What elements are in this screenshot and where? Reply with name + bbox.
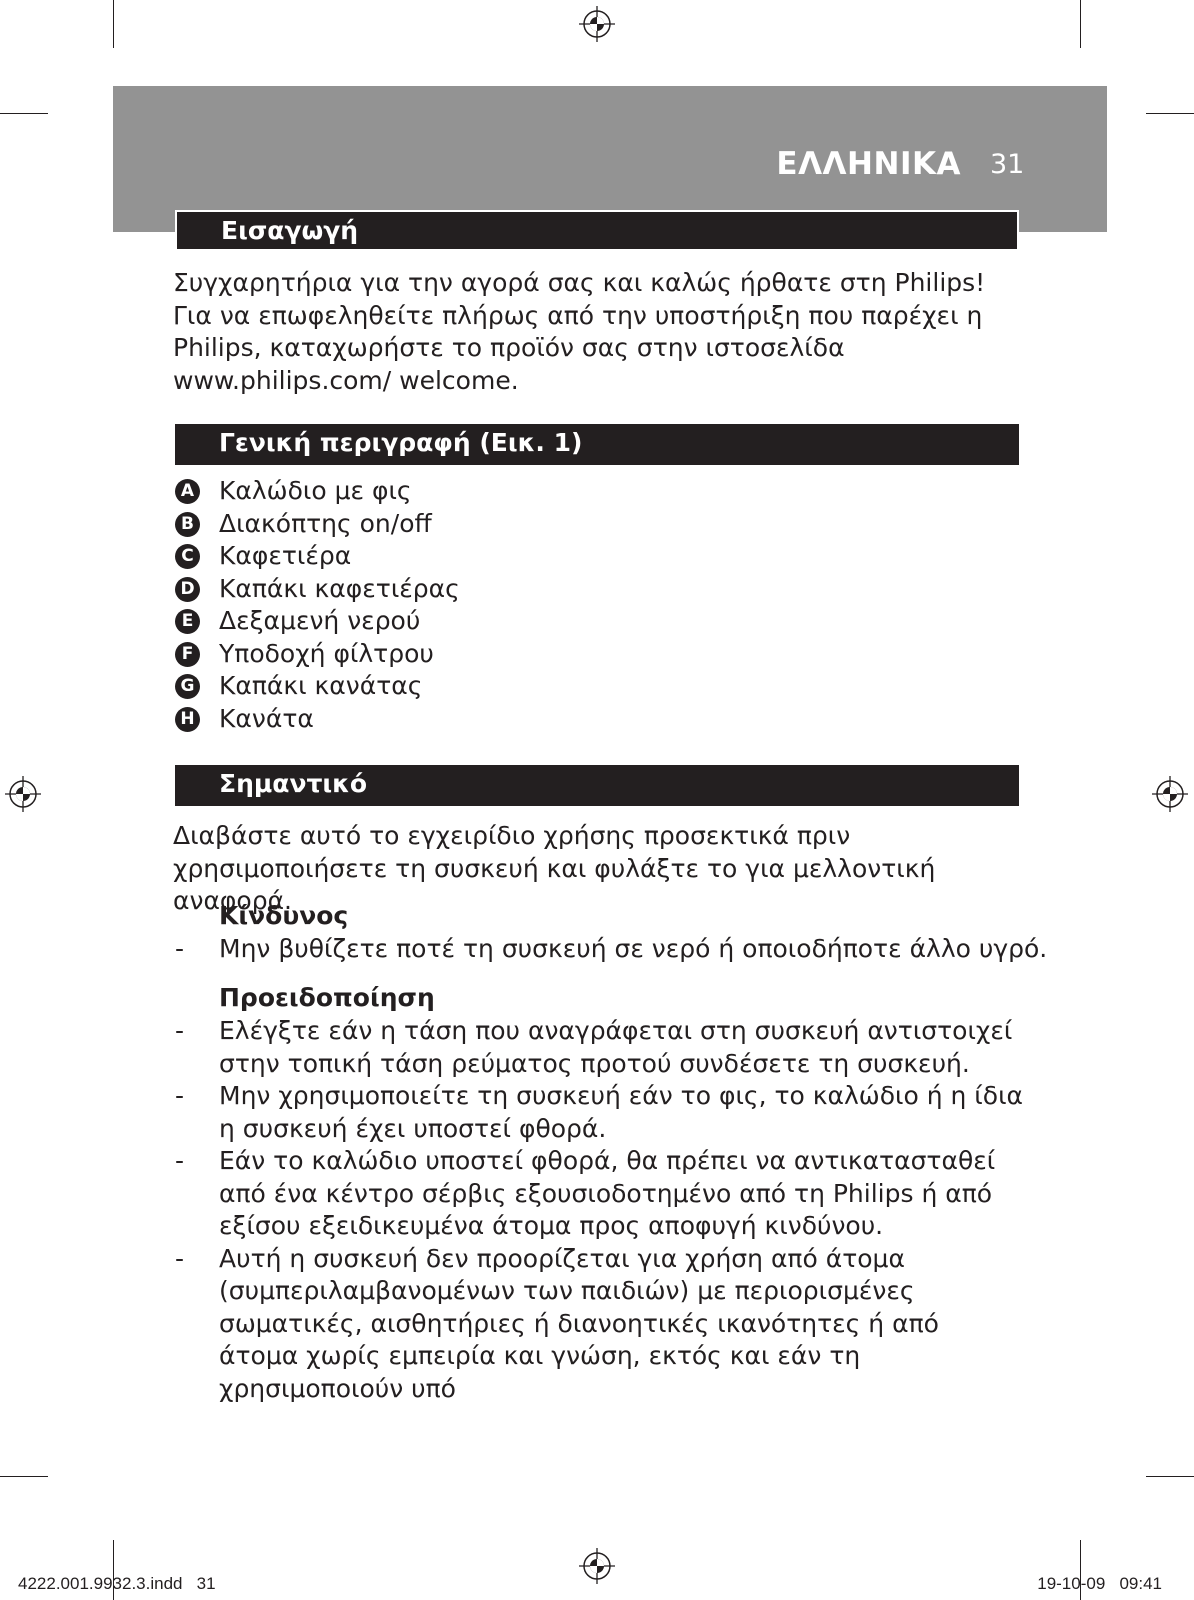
warning-text: Εάν το καλώδιο υποστεί φθορά, θα πρέπει να αντικατασταθεί από ένα κέντρο σέρβις εξουσιοδοτημένο από τη Philips ή από εξίσου εξειδικευμένα άτομα προς αποφυγή κινδύνου.: [219, 1146, 996, 1240]
danger-text: Μην βυθίζετε ποτέ τη συσκευή σε νερό ή οποιοδήποτε άλλο υγρό.: [219, 934, 1048, 963]
dash-marker: -: [175, 1081, 185, 1110]
part-label: Καφετιέρα: [219, 541, 352, 570]
registration-mark-icon: [579, 1548, 615, 1584]
letter-badge: C: [175, 544, 200, 569]
footer-date-info: 19-10-09 09:41: [1037, 1574, 1162, 1593]
letter-badge: E: [175, 609, 200, 634]
intro-paragraph: Συγχαρητήρια για την αγορά σας και καλώς ήρθατε στη Philips! Για να επωφεληθείτε πλήρως από την υποστήριξη που παρέχει η Philips, καταχωρήστε το προϊόν σας στην ιστοσελίδα www.philips.com/ welcome.: [173, 268, 986, 395]
warning-heading: Προειδοποίηση: [219, 983, 435, 1012]
warning-text: Αυτή η συσκευή δεν προορίζεται για χρήση από άτομα (συμπεριλαμβανομένων των παιδιών) με περιορισμένες σωματικές, αισθητήριες ή διανοητικές ικανότητες ή από άτομα χωρίς εμπειρία και γνώση, εκτός και εάν τη χρησιμοποιούν υπό: [219, 1243, 939, 1403]
warning-text: Μην χρησιμοποιείτε τη συσκευή εάν το φις, το καλώδιο ή η ίδια η συσκευή έχει υποστεί φθορά.: [219, 1081, 1024, 1143]
section-bar-intro: [175, 210, 1019, 251]
section-title: Γενική περιγραφή (Εικ. 1): [219, 428, 583, 457]
part-label: Διακόπτης on/off: [219, 508, 432, 538]
list-item: [175, 1015, 1025, 1080]
page-number: 31: [990, 149, 1025, 180]
list-item: [175, 1080, 1025, 1145]
section-title: Εισαγωγή: [221, 216, 359, 245]
section-bar-general: [175, 424, 1019, 465]
list-item: [175, 933, 1055, 966]
part-label: Κανάτα: [219, 703, 314, 733]
part-label: Καλώδιο με φις: [219, 476, 412, 505]
list-item: [175, 1243, 1025, 1406]
warning-text: Ελέγξτε εάν η τάση που αναγράφεται στη συσκευή αντιστοιχεί στην τοπική τάση ρεύματος προτού συνδέσετε τη συσκευή.: [219, 1016, 1013, 1078]
danger-list: [175, 933, 1055, 966]
part-label: Υποδοχή φίλτρου: [219, 638, 434, 668]
crop-mark: [113, 0, 114, 48]
crop-mark: [1146, 113, 1194, 114]
crop-mark: [1146, 1476, 1194, 1477]
list-item: [175, 1145, 1025, 1243]
letter-badge: F: [175, 642, 200, 667]
dash-marker: -: [175, 934, 185, 963]
letter-badge: B: [175, 512, 200, 537]
letter-badge: D: [175, 577, 200, 602]
section-title: Σημαντικό: [219, 769, 368, 798]
part-label: Καπάκι καφετιέρας: [219, 573, 460, 603]
section-bar-important: [175, 765, 1019, 806]
letter-badge: G: [175, 674, 200, 699]
footer-file-info: 4222.001.9932.3.indd 31: [18, 1574, 216, 1593]
crop-mark: [0, 113, 48, 114]
registration-mark-icon: [579, 6, 615, 42]
registration-mark-icon: [5, 776, 41, 812]
dash-marker: -: [175, 1146, 185, 1175]
important-paragraph: Διαβάστε αυτό το εγχειρίδιο χρήσης προσεκτικά πριν χρησιμοποιήσετε τη συσκευή και φυλάξτε το για μελλοντική αναφορά.: [173, 821, 936, 915]
warning-list: [175, 1015, 1025, 1405]
part-label: Καπάκι κανάτας: [219, 671, 423, 700]
part-label: Δεξαμενή νερού: [219, 606, 421, 635]
crop-mark: [1080, 0, 1081, 48]
dash-marker: -: [175, 1243, 185, 1273]
crop-mark: [0, 1476, 48, 1477]
letter-badge: A: [175, 479, 200, 504]
dash-marker: -: [175, 1016, 185, 1045]
danger-heading: Κίνδυνος: [219, 901, 349, 930]
language-title: ΕΛΛΗΝΙΚΑ: [776, 146, 961, 182]
letter-badge: H: [175, 707, 200, 732]
registration-mark-icon: [1152, 776, 1188, 812]
